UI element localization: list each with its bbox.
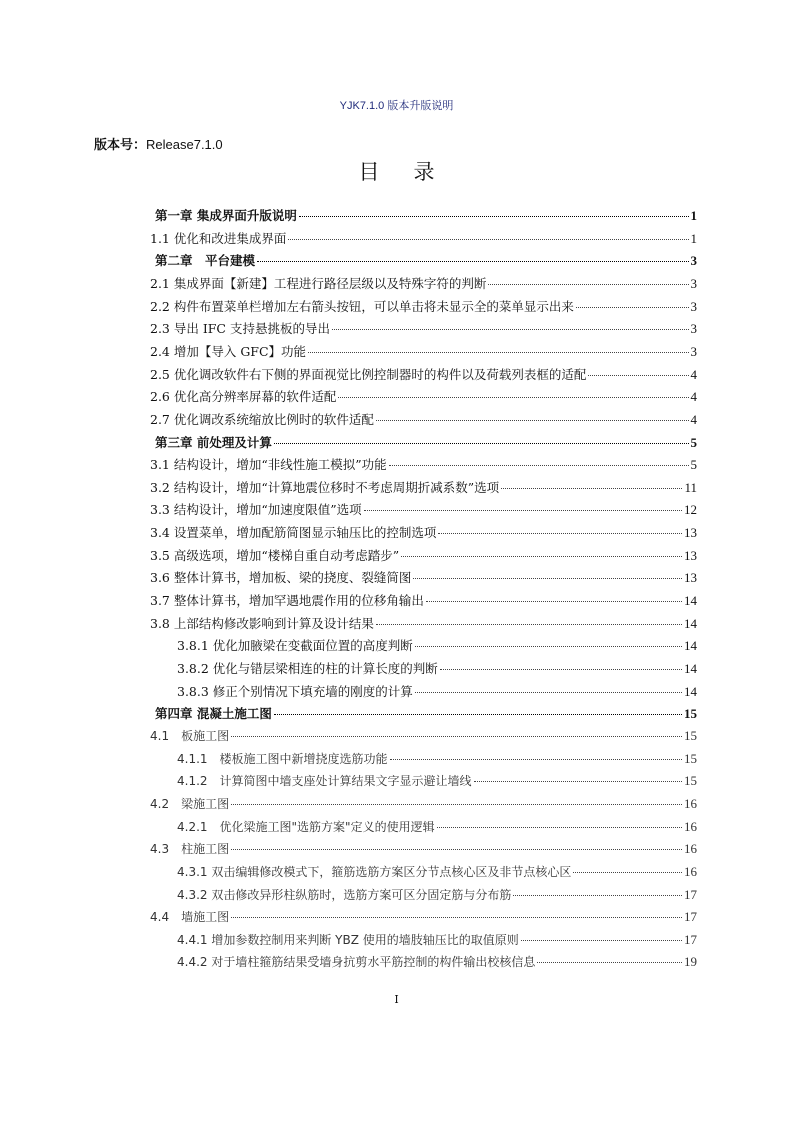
- toc-entry-page: 15: [684, 750, 697, 766]
- dot-leader: [338, 397, 688, 398]
- toc-entry-page: 3: [690, 298, 697, 314]
- dot-leader: [401, 556, 682, 557]
- toc-entry-page: 17: [684, 931, 697, 947]
- toc-entry-page: 16: [684, 841, 697, 857]
- version-line: [94, 134, 223, 153]
- dot-leader: [274, 714, 682, 715]
- toc-entry[interactable]: [150, 546, 697, 566]
- toc-entry[interactable]: [177, 682, 697, 702]
- toc-entry[interactable]: [150, 500, 697, 520]
- toc-entry-page: 13: [684, 525, 697, 541]
- toc-entry[interactable]: [150, 591, 697, 611]
- toc-entry-title: 3.4 设置菜单，增加配筋简图显示轴压比的控制选项: [150, 525, 437, 541]
- toc-entry[interactable]: [150, 410, 697, 430]
- toc-entry[interactable]: [150, 297, 697, 317]
- dot-leader: [274, 443, 689, 444]
- toc-entry-title: 4.1.1 楼板施工图中新增挠度选筋功能: [177, 751, 388, 766]
- dot-leader: [440, 669, 682, 670]
- toc-entry[interactable]: [150, 342, 697, 362]
- page-number: I: [394, 993, 399, 1006]
- toc-entry-title: 4.2 梁施工图: [150, 796, 230, 811]
- toc-entry-page: 3: [690, 343, 697, 359]
- toc-entry-page: 14: [684, 638, 697, 654]
- toc-entry-title: 3.3 结构设计，增加“加速度限值”选项: [150, 502, 362, 518]
- toc-entry-title: 4.4.1 增加参数控制用来判断 YBZ 使用的墙肢轴压比的取值原则: [177, 932, 519, 947]
- dot-leader: [231, 736, 682, 737]
- toc-entry-title: 3.6 整体计算书，增加板、梁的挠度、裂缝简图: [150, 570, 412, 586]
- dot-leader: [231, 849, 682, 850]
- toc-entry-title: 2.4 增加【导入 GFC】功能: [150, 343, 307, 359]
- dot-leader: [488, 284, 688, 285]
- toc-entry[interactable]: [177, 886, 697, 906]
- toc-entry-title: 3.1 结构设计，增加“非线性施工模拟”功能: [150, 457, 387, 473]
- toc-entry-title: 4.4.2 对于墙柱箍筋结果受墙身抗剪水平筋控制的构件输出校核信息: [177, 955, 536, 970]
- dot-leader: [364, 510, 682, 511]
- toc-entry[interactable]: [177, 818, 697, 838]
- toc-entry-page: 4: [690, 411, 697, 427]
- dot-leader: [438, 533, 682, 534]
- toc-entry[interactable]: [177, 636, 697, 656]
- dot-leader: [573, 872, 682, 873]
- dot-leader: [308, 352, 688, 353]
- toc-entry-page: 13: [684, 570, 697, 586]
- toc-entry[interactable]: [155, 704, 697, 724]
- dot-leader: [474, 781, 682, 782]
- toc-entry-title: 3.8.1 优化加腋梁在变截面位置的高度判断: [177, 638, 413, 654]
- toc-entry-page: 16: [684, 818, 697, 834]
- toc-entry-title: 第三章 前处理及计算: [155, 434, 272, 450]
- version-value: Release7.1.0: [146, 137, 223, 152]
- toc-title: 目录: [358, 160, 469, 184]
- toc-entry-title: 2.5 优化调改软件右下侧的界面视觉比例控制器时的构件以及荷载列表框的适配: [150, 366, 587, 382]
- dot-leader: [437, 827, 682, 828]
- dot-leader: [389, 465, 689, 466]
- toc-entry-page: 12: [684, 502, 697, 518]
- toc-entry[interactable]: [150, 840, 697, 860]
- toc-entry[interactable]: [155, 251, 697, 271]
- toc-entry-title: 4.3 柱施工图: [150, 842, 230, 857]
- toc-entry[interactable]: [177, 953, 697, 973]
- toc-entry-title: 1.1 优化和改进集成界面: [150, 230, 287, 246]
- toc-entry[interactable]: [150, 455, 697, 475]
- toc-entry[interactable]: [150, 523, 697, 543]
- toc-entry[interactable]: [177, 659, 697, 679]
- toc-entry-page: 14: [684, 615, 697, 631]
- toc-entry-title: 第一章 集成界面升版说明: [155, 208, 297, 223]
- toc-entry-page: 5: [690, 457, 697, 473]
- dot-leader: [426, 601, 682, 602]
- toc-entry-page: 17: [684, 886, 697, 902]
- toc-entry-page: 4: [690, 366, 697, 382]
- toc-entry[interactable]: [177, 863, 697, 883]
- toc-entry[interactable]: [150, 365, 697, 385]
- toc-entry[interactable]: [177, 931, 697, 951]
- toc-entry-title: 2.1 集成界面【新建】工程进行路径层级以及特殊字符的判断: [150, 275, 487, 291]
- toc-entry-page: 3: [690, 321, 697, 337]
- toc-entry-page: 14: [684, 683, 697, 699]
- toc-entry-page: 15: [684, 727, 697, 743]
- toc-entry[interactable]: [150, 229, 697, 249]
- dot-leader: [415, 692, 682, 693]
- toc-entry[interactable]: [155, 206, 697, 226]
- toc-entry-title: 2.3 导出 IFC 支持悬挑板的导出: [150, 321, 330, 337]
- toc-entry-title: 2.7 优化调改系统缩放比例时的软件适配: [150, 411, 374, 427]
- toc-entry-title: 第四章 混凝土施工图: [155, 706, 272, 722]
- dot-leader: [513, 895, 682, 896]
- toc-entry-page: 14: [684, 593, 697, 609]
- toc-entry[interactable]: [150, 478, 697, 498]
- toc-entry-title: 4.4 墙施工图: [150, 910, 230, 925]
- dot-leader: [288, 239, 688, 240]
- dot-leader: [231, 804, 682, 805]
- toc-entry-title: 3.2 结构设计，增加“计算地震位移时不考虑周期折减系数”选项: [150, 479, 500, 495]
- toc-entry-page: 14: [684, 661, 697, 676]
- toc-entry[interactable]: [150, 319, 697, 339]
- toc-entry[interactable]: [177, 772, 697, 792]
- dot-leader: [501, 488, 682, 489]
- toc-entry[interactable]: [150, 568, 697, 588]
- toc-entry-page: 13: [684, 547, 697, 563]
- toc-entry-page: 3: [690, 253, 697, 269]
- toc-entry-page: 1: [690, 208, 697, 223]
- dot-leader: [299, 216, 689, 217]
- toc-entry-title: 4.1 板施工图: [150, 728, 230, 743]
- toc-entry-title: 第二章 平台建模: [155, 253, 256, 269]
- toc-entry-page: 19: [684, 954, 697, 970]
- toc-entry-title: 3.8.2 优化与错层梁相连的柱的计算长度的判断: [177, 661, 438, 676]
- toc-entry-page: 1: [690, 230, 697, 246]
- version-label: 版本号：: [94, 138, 147, 153]
- dot-leader: [376, 624, 682, 625]
- toc-entry-title: 3.7 整体计算书，增加罕遇地震作用的位移角输出: [150, 593, 424, 609]
- dot-leader: [537, 962, 682, 963]
- dot-leader: [332, 329, 689, 330]
- toc-entry[interactable]: [150, 274, 697, 294]
- toc-entry-page: 16: [684, 863, 697, 879]
- dot-leader: [257, 261, 688, 262]
- toc-entry-title: 3.8 上部结构修改影响到计算及设计结果: [150, 615, 374, 631]
- toc-entry-title: 2.6 优化高分辨率屏幕的软件适配: [150, 389, 337, 405]
- toc-entry-page: 16: [684, 795, 697, 811]
- page-header: YJK7.1.0 版本升版说明: [339, 100, 454, 112]
- toc-entry[interactable]: [150, 614, 697, 634]
- toc-entry-title: 2.2 构件布置菜单栏增加左右箭头按钮，可以单击将未显示全的菜单显示出来: [150, 298, 574, 314]
- toc-entry-page: 17: [684, 909, 697, 925]
- toc-entry-title: 3.5 高级选项，增加“楼梯自重自动考虑踏步”: [150, 547, 400, 563]
- dot-leader: [415, 646, 682, 647]
- dot-leader: [521, 940, 682, 941]
- toc-entry[interactable]: [155, 433, 697, 453]
- toc-entry[interactable]: [150, 795, 697, 815]
- toc-entry-page: 15: [684, 706, 697, 722]
- toc-entry-title: 4.3.2 双击修改异形柱纵筋时，选筋方案可区分固定筋与分布筋: [177, 887, 512, 902]
- toc-entry[interactable]: [150, 908, 697, 928]
- dot-leader: [376, 420, 689, 421]
- toc-entry[interactable]: [177, 750, 697, 770]
- toc-entry-page: 4: [690, 389, 697, 405]
- toc-entry-title: 4.3.1 双击编辑修改模式下，箍筋选筋方案区分节点核心区及非节点核心区: [177, 864, 572, 879]
- toc-entry-page: 15: [684, 773, 697, 789]
- dot-leader: [576, 307, 689, 308]
- dot-leader: [390, 759, 682, 760]
- toc-entry-title: 3.8.3 修正个别情况下填充墙的刚度的计算: [177, 683, 413, 699]
- toc-entry-title: 4.2.1 优化梁施工图"选筋方案"定义的使用逻辑: [177, 819, 435, 834]
- toc-entry-title: 4.1.2 计算简图中墙支座处计算结果文字显示避让墙线: [177, 774, 472, 789]
- toc-entry[interactable]: [150, 727, 697, 747]
- dot-leader: [588, 375, 688, 376]
- dot-leader: [231, 917, 682, 918]
- toc-entry-page: 5: [690, 434, 697, 450]
- dot-leader: [413, 578, 682, 579]
- toc-entry-page: 3: [690, 275, 697, 291]
- toc-entry-page: 11: [684, 479, 697, 495]
- toc-entry[interactable]: [150, 387, 697, 407]
